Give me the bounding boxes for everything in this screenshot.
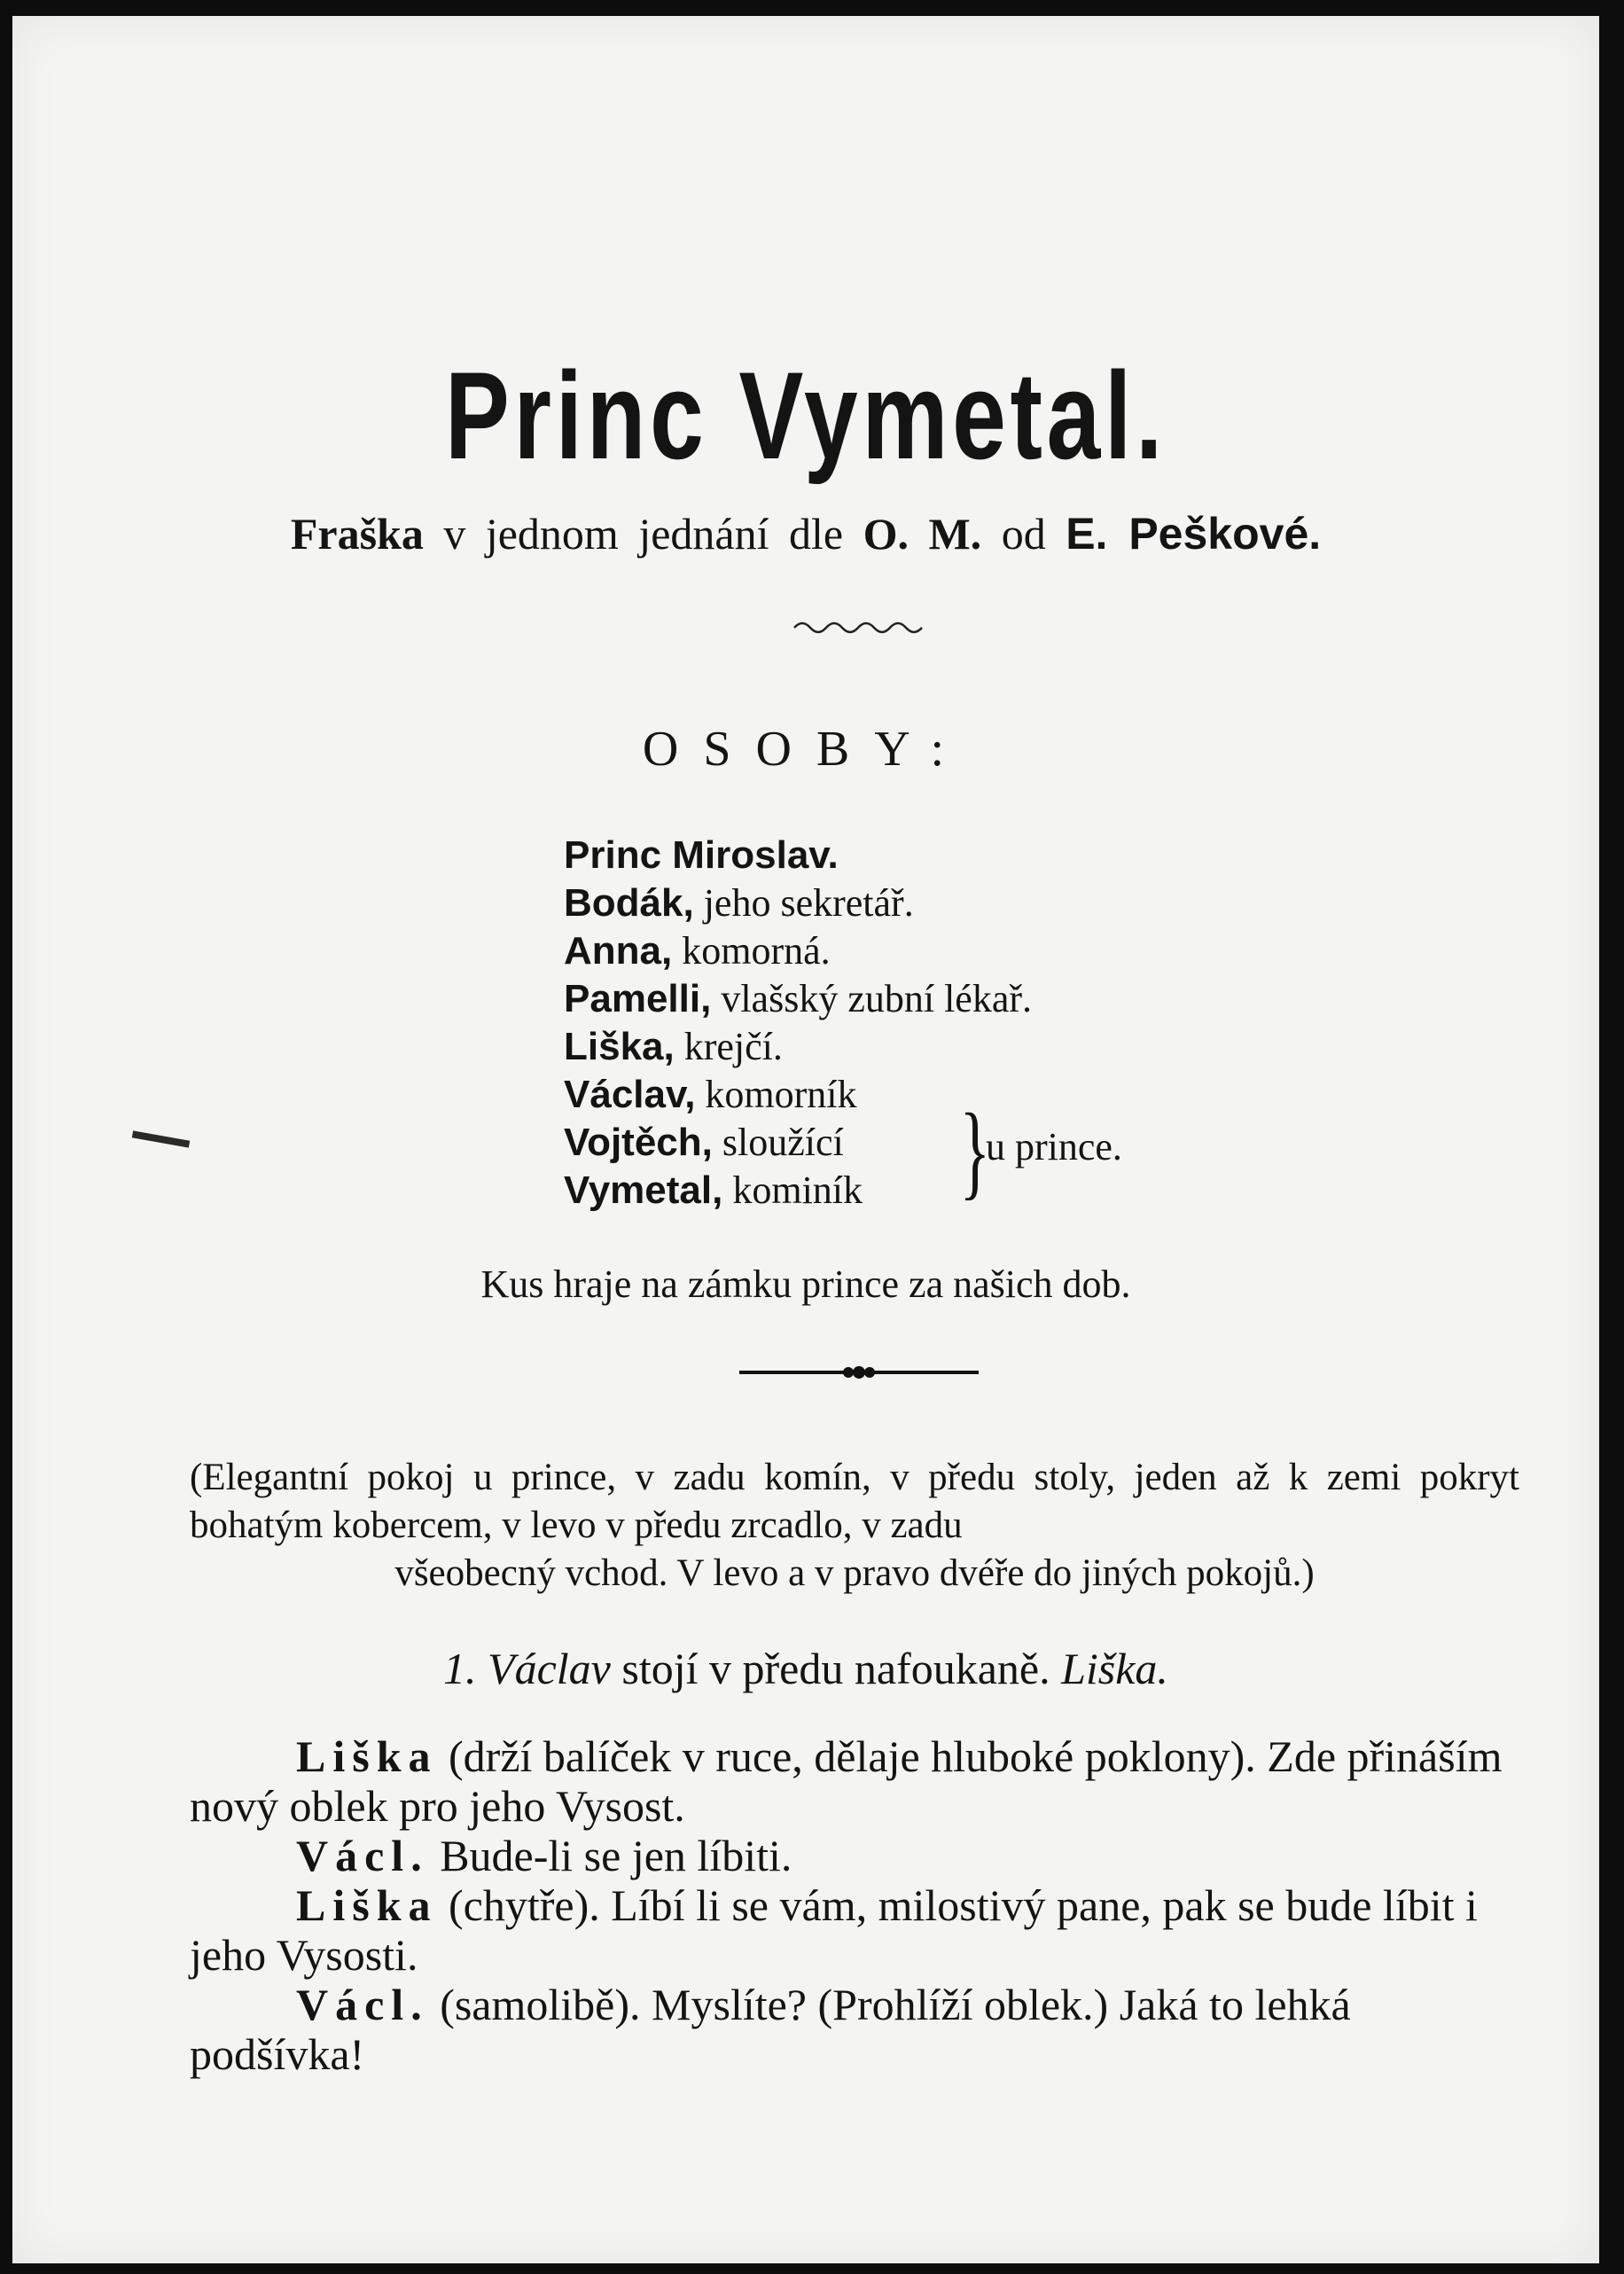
cast-name: Vojtěch,	[564, 1121, 713, 1164]
speaker: Václ.	[296, 1980, 429, 2029]
speaker: Václ.	[296, 1831, 429, 1880]
speech: (drží balíček v ruce, dělaje hluboké poklony). Zde přináším nový oblek pro jeho Vysost.	[190, 1731, 1503, 1831]
stage-direction-last-line: všeobecný vchod. V levo a v pravo dvéře do jiných pokojů.)	[394, 1552, 1315, 1594]
speaker: Liška	[296, 1731, 438, 1781]
cast-name: Anna,	[564, 929, 673, 973]
cast-name: Princ Miroslav.	[564, 833, 839, 877]
cast-item	[564, 832, 1032, 879]
cast-item	[564, 1023, 1032, 1071]
dialogue-line	[190, 1831, 1519, 1880]
play-subtitle	[12, 508, 1599, 559]
dialogue-line	[190, 1980, 1519, 2079]
cast-name: Liška,	[564, 1025, 675, 1068]
speech: Bude-li se jen líbiti.	[440, 1831, 792, 1880]
cast-role: kominík	[732, 1168, 863, 1212]
cast-item	[564, 975, 1032, 1023]
cast-name: Bodák,	[564, 881, 694, 925]
ink-mark	[132, 1130, 190, 1147]
speech: (samolibě). Myslíte? (Prohlíží oblek.) Jaká to lehká podšívka!	[190, 1980, 1351, 2079]
subtitle-text: v jednom jednání dle	[443, 509, 844, 559]
cast-role: komorník	[705, 1073, 857, 1116]
cast-role: komorná.	[682, 929, 831, 973]
cast-item	[564, 927, 1032, 975]
cast-name: Pamelli,	[564, 977, 712, 1020]
cast-role: sloužící	[722, 1121, 844, 1164]
scene-action: stojí v předu nafoukaně.	[621, 1644, 1050, 1693]
cast-group-label: u prince.	[986, 1125, 1122, 1168]
brace-icon: }	[959, 1091, 991, 1209]
subtitle-initial-o: O.	[863, 509, 909, 559]
dialogue-line	[190, 1880, 1519, 1980]
wavy-divider-icon	[792, 617, 925, 638]
cast-item	[564, 879, 1032, 927]
scene-heading	[12, 1643, 1599, 1694]
cast-name: Vymetal,	[564, 1168, 723, 1212]
speaker: Liška	[296, 1880, 438, 1930]
stage-direction-text: (Elegantní pokoj u prince, v zadu komín, v předu stoly, jeden až k zemi pokryt bohatým kobercem, v levo v předu zrcadlo, v zadu	[190, 1457, 1519, 1546]
scene-number: 1.	[443, 1644, 477, 1693]
speech: (chytře). Líbí li se vám, milostivý pane, pak se bude líbit i jeho Vysosti.	[190, 1880, 1478, 1980]
cast-role: jeho sekretář.	[703, 881, 914, 925]
dialogue	[190, 1731, 1519, 2079]
subtitle-initial-m: M.	[928, 509, 982, 559]
document-page	[12, 16, 1599, 2263]
stage-direction	[190, 1454, 1519, 1598]
dialogue-line	[190, 1731, 1519, 1831]
cast-name: Václav,	[564, 1073, 696, 1116]
play-title: Princ Vymetal.	[444, 346, 1167, 485]
ornament-divider-icon	[739, 1362, 979, 1383]
cast-role: vlašský zubní lékař.	[721, 977, 1033, 1020]
subtitle-genre: Fraška	[290, 509, 424, 559]
scene-character: Václav	[488, 1644, 611, 1693]
persons-heading: OSOBY:	[642, 722, 970, 777]
cast-role: krejčí.	[683, 1025, 783, 1068]
scene-character: Liška.	[1061, 1644, 1168, 1693]
subtitle-author: E. Peškové.	[1066, 509, 1322, 559]
subtitle-od: od	[1001, 509, 1046, 559]
setting-line: Kus hraje na zámku prince za našich dob.	[480, 1262, 1131, 1306]
